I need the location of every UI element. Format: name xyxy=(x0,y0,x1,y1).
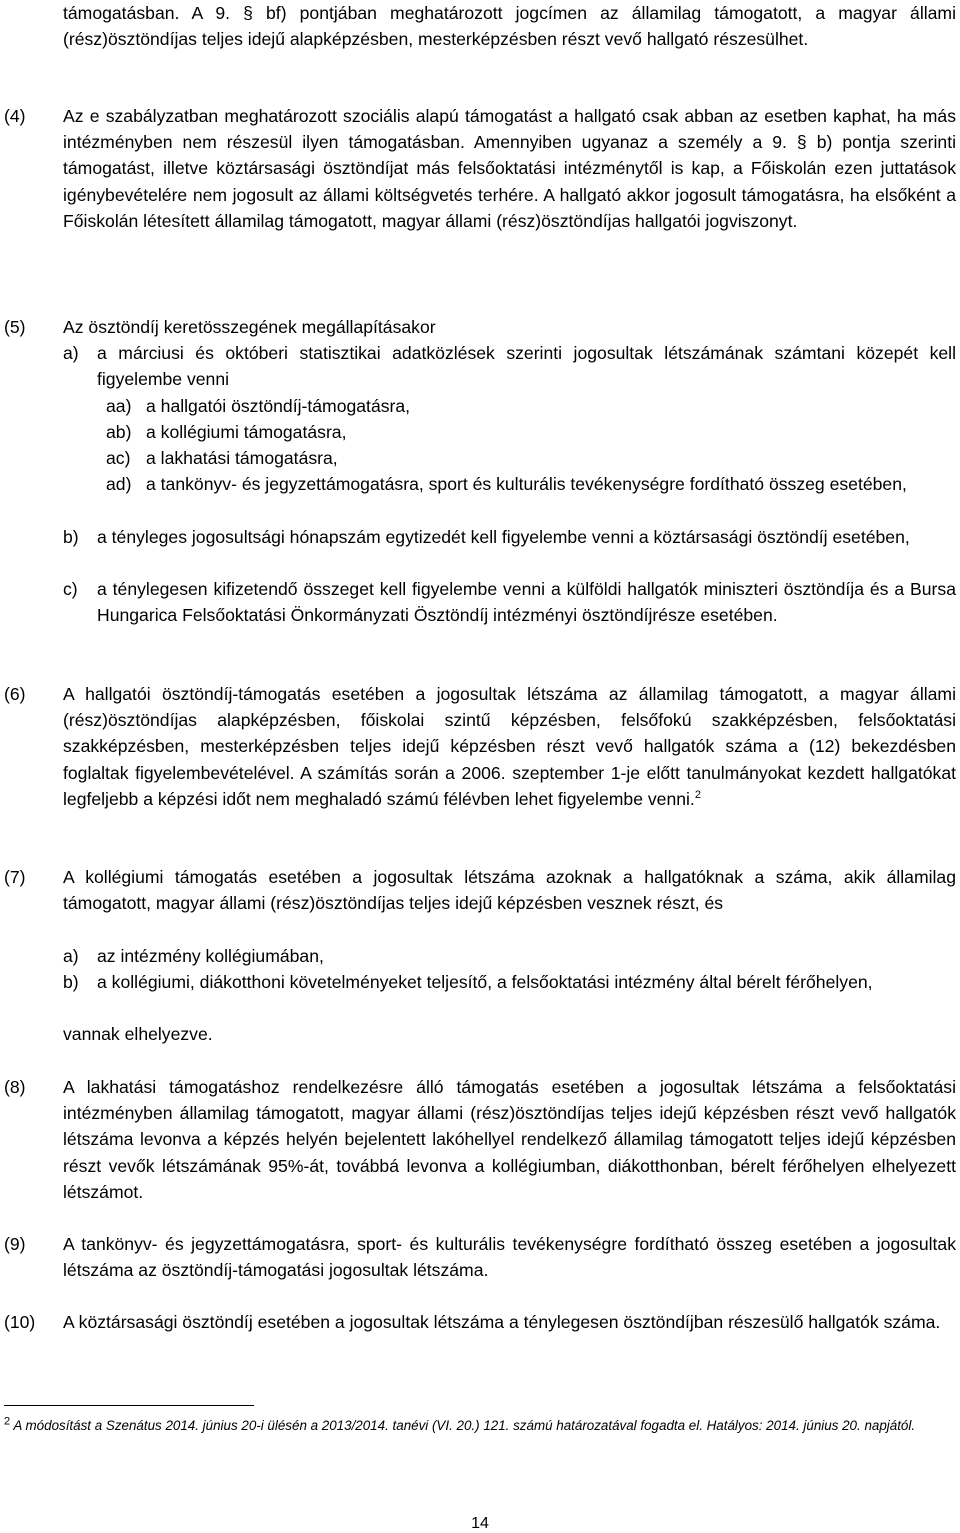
footnote-marker: 2 xyxy=(4,1415,11,1428)
item-5b-label: b) xyxy=(63,527,79,547)
paragraph-6-number: (6) xyxy=(4,684,26,704)
continuation-text xyxy=(63,0,956,52)
paragraph-8-number: (8) xyxy=(4,1077,26,1097)
paragraph-6-text: A hallgatói ösztöndíj-támogatás esetében a jogosultak létszáma az államilag támogatott, a magyar állami (rész)ösztöndíjas alapképzésben, főiskolai szintű képzésben, felsőfokú szakképzésben, felsőoktatási szakképzésben, mesterképzésben teljes idejű képzésben részt vevő hallgatók száma a (12) bekezdésben foglaltak figyelembevételével. A számítás során a 2006. szeptember 1-je előtt tanulmányokat kezdett hallgatókat legfeljebb a képzési időt nem meghaladó számú félévben lehet figyelembe venni. xyxy=(63,684,956,809)
paragraph-5-intro xyxy=(63,314,956,340)
item-5ac-label: ac) xyxy=(106,448,131,468)
item-5a-text: a márciusi és októberi statisztikai adatközlések szerinti jogosultak létszámának számtani közepét kell figyelembe venni xyxy=(97,343,956,390)
item-7b-text: a kollégiumi, diákotthoni követelményeket teljesítő, a felsőoktatási intézmény által bérelt férőhelyen, xyxy=(97,972,873,992)
paragraph-6 xyxy=(63,681,956,812)
item-5ab-text: a kollégiumi támogatásra, xyxy=(146,422,347,442)
item-5ad-label: ad) xyxy=(106,474,132,494)
paragraph-9-number: (9) xyxy=(4,1234,26,1254)
paragraph-10-number: (10) xyxy=(4,1312,36,1332)
paragraph-9-text: A tankönyv- és jegyzettámogatásra, sport- és kulturális tevékenységre fordítható összeg esetében a jogosultak létszáma az ösztöndíj-támogatási jogosultak létszáma. xyxy=(63,1234,956,1281)
paragraph-5-number: (5) xyxy=(4,317,26,337)
item-5ad-text: a tankönyv- és jegyzettámogatásra, sport és kulturális tevékenységre fordítható összeg esetében, xyxy=(146,474,907,494)
item-7a-text: az intézmény kollégiumában, xyxy=(97,946,324,966)
footnote xyxy=(4,1416,956,1435)
paragraph-8 xyxy=(63,1074,956,1205)
paragraph-10 xyxy=(63,1309,956,1335)
paragraph-10-text: A köztársasági ösztöndíj esetében a jogosultak létszáma a ténylegesen ösztöndíjban részesülő hallgatók száma. xyxy=(63,1312,941,1332)
paragraph-8-text: A lakhatási támogatáshoz rendelkezésre álló támogatás esetében a jogosultak létszáma a felsőoktatási intézményben államilag támogatott, magyar állami (rész)ösztöndíjas teljes idejű képzésben részt vevő hallgatók létszáma levonva a képzés helyén bejelentett lakóhellyel rendelkező államilag támogatott teljes idejű képzésben részt vevők létszámának 95%-át, továbbá levonva a kollégiumban, diákotthonban, bérelt férőhelyen elhelyezett létszámot. xyxy=(63,1077,956,1202)
item-5c-label: c) xyxy=(63,579,78,599)
footnote-text: A módosítást a Szenátus 2014. június 20-i ülésén a 2013/2014. tanévi (VI. 20.) 121. számú határozatával fogadta el. Hatályos: 2014. június 20. napjától. xyxy=(13,1418,916,1433)
paragraph-9 xyxy=(63,1231,956,1283)
paragraph-7-outro xyxy=(63,1021,956,1047)
item-7b-label: b) xyxy=(63,972,79,992)
paragraph-4 xyxy=(63,103,956,234)
paragraph-4-text: Az e szabályzatban meghatározott szociális alapú támogatást a hallgató csak abban az esetben kaphat, ha más intézményben nem részesül ilyen támogatásban. Amennyiben ugyanaz a személy a 9. § b) pontja szerinti támogatást, illetve köztársasági ösztöndíjat más felsőoktatási intézménytől is kap, a Főiskolán ezen juttatások igénybevételére nem jogosult az állami költségvetés terhére. A hallgató akkor jogosult támogatásra, ha elsőként a Főiskolán létesített államilag támogatott, magyar állami (rész)ösztöndíjas hallgatói jogviszonyt. xyxy=(63,106,956,231)
item-5aa-text: a hallgatói ösztöndíj-támogatásra, xyxy=(146,396,411,416)
item-5ab-label: ab) xyxy=(106,422,132,442)
paragraph-4-number: (4) xyxy=(4,106,26,126)
paragraph-7-outro-text: vannak elhelyezve. xyxy=(63,1024,213,1044)
item-7a-label: a) xyxy=(63,946,79,966)
item-5aa-label: aa) xyxy=(106,396,132,416)
continuation-paragraph: támogatásban. A 9. § bf) pontjában meghatározott jogcímen az államilag támogatott, a magyar állami (rész)ösztöndíjas teljes idejű alapképzésben, mesterképzésben részt vevő hallgató részesülhet. xyxy=(63,3,956,50)
item-5a-label: a) xyxy=(63,343,79,363)
item-5b-text: a tényleges jogosultsági hónapszám egytizedét kell figyelembe venni a köztársasági ösztöndíj esetében, xyxy=(97,527,910,547)
footnote-separator xyxy=(4,1405,254,1406)
item-5c-text: a ténylegesen kifizetendő összeget kell figyelembe venni a külföldi hallgatók miniszteri ösztöndíja és a Bursa Hungarica Felsőoktatási Önkormányzati Ösztöndíj intézményi ösztöndíjrésze esetében. xyxy=(97,579,956,626)
paragraph-7-number: (7) xyxy=(4,867,26,887)
page-number: 14 xyxy=(471,1515,489,1532)
footnote-ref-2[interactable]: 2 xyxy=(694,788,701,801)
paragraph-6-body xyxy=(63,681,956,812)
paragraph-5-intro-text: Az ösztöndíj keretösszegének megállapításakor xyxy=(63,317,436,337)
item-5ac-text: a lakhatási támogatásra, xyxy=(146,448,338,468)
paragraph-7-intro-text: A kollégiumi támogatás esetében a jogosultak létszáma azoknak a hallgatóknak a száma, akik államilag támogatott, magyar állami (rész)ösztöndíjas teljes idejű képzésben vesznek részt, és xyxy=(63,867,956,914)
paragraph-7-intro xyxy=(63,864,956,916)
